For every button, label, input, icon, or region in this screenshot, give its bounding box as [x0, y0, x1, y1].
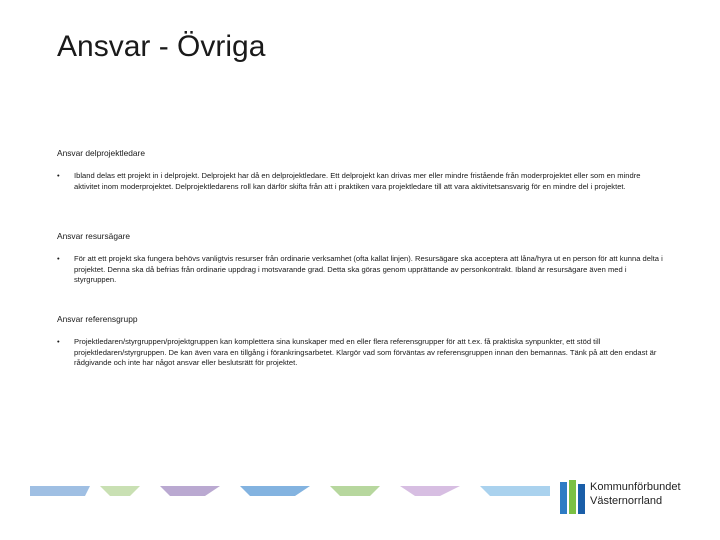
bullet-text: Projektledaren/styrgruppen/projektgruppen kan komplettera sina kunskaper med en eller flera referensgrupper för att t.ex. få praktiska synpunkter, ett stöd till projektledaren/styrgruppen. De kan även vara en tillgång i förankringsarbetet. Klargör vad som förväntas av referensgruppen innan den bemannas. Tänk på att den endast är rådgivande och inte har något ansvar eller beslutsrätt för projektet.	[74, 337, 657, 368]
banner-shape	[330, 486, 380, 496]
section-resursagare	[57, 231, 667, 286]
logo-mark-icon	[560, 480, 586, 514]
section-delprojektledare	[57, 148, 667, 192]
bullet-item	[57, 254, 667, 286]
bullet-marker: •	[57, 254, 60, 263]
banner-shape	[100, 486, 140, 496]
banner-shape	[240, 486, 310, 496]
section-referensgrupp	[57, 314, 667, 369]
bullet-text: Ibland delas ett projekt in i delprojekt. Delprojekt har då en delprojektledare. Ett delprojekt kan drivas mer eller mindre fristående från moderprojektet eller som en mindre aktivitet inom moderprojektet. Delprojektledarens roll kan därför skifta från att i praktiken vara projektledare till att vara aktivitetsansvarig för en mindre del i projektet.	[74, 171, 641, 191]
bullet-marker: •	[57, 171, 60, 180]
section-heading: Ansvar resursägare	[57, 231, 131, 241]
decorative-banner	[30, 486, 550, 496]
logo-line-1: Kommunförbundet	[590, 481, 681, 493]
banner-shape	[160, 486, 220, 496]
bullet-item	[57, 337, 667, 369]
banner-shape	[30, 486, 90, 496]
bullet-text: För att ett projekt ska fungera behövs vanligtvis resurser från ordinarie verksamhet (ofta kallat linjen). Resursägare ska acceptera att låna/hyra ut en person för att kunna delta i projektet. Denna ska då befrias från ordinarie uppdrag i motsvarande grad. Detta ska göras genom upprättande av personkontrakt. Ibland är resursägare även med i styrgruppen.	[74, 254, 663, 285]
banner-shape	[400, 486, 460, 496]
logo	[560, 478, 710, 514]
logo-text	[590, 480, 681, 508]
section-heading: Ansvar delprojektledare	[57, 148, 145, 158]
banner-shape	[480, 486, 550, 496]
bullet-item	[57, 171, 667, 192]
section-heading: Ansvar referensgrupp	[57, 314, 138, 324]
page-title: Ansvar - Övriga	[57, 30, 266, 63]
bullet-marker: •	[57, 337, 60, 346]
logo-line-2: Västernorrland	[590, 495, 663, 507]
